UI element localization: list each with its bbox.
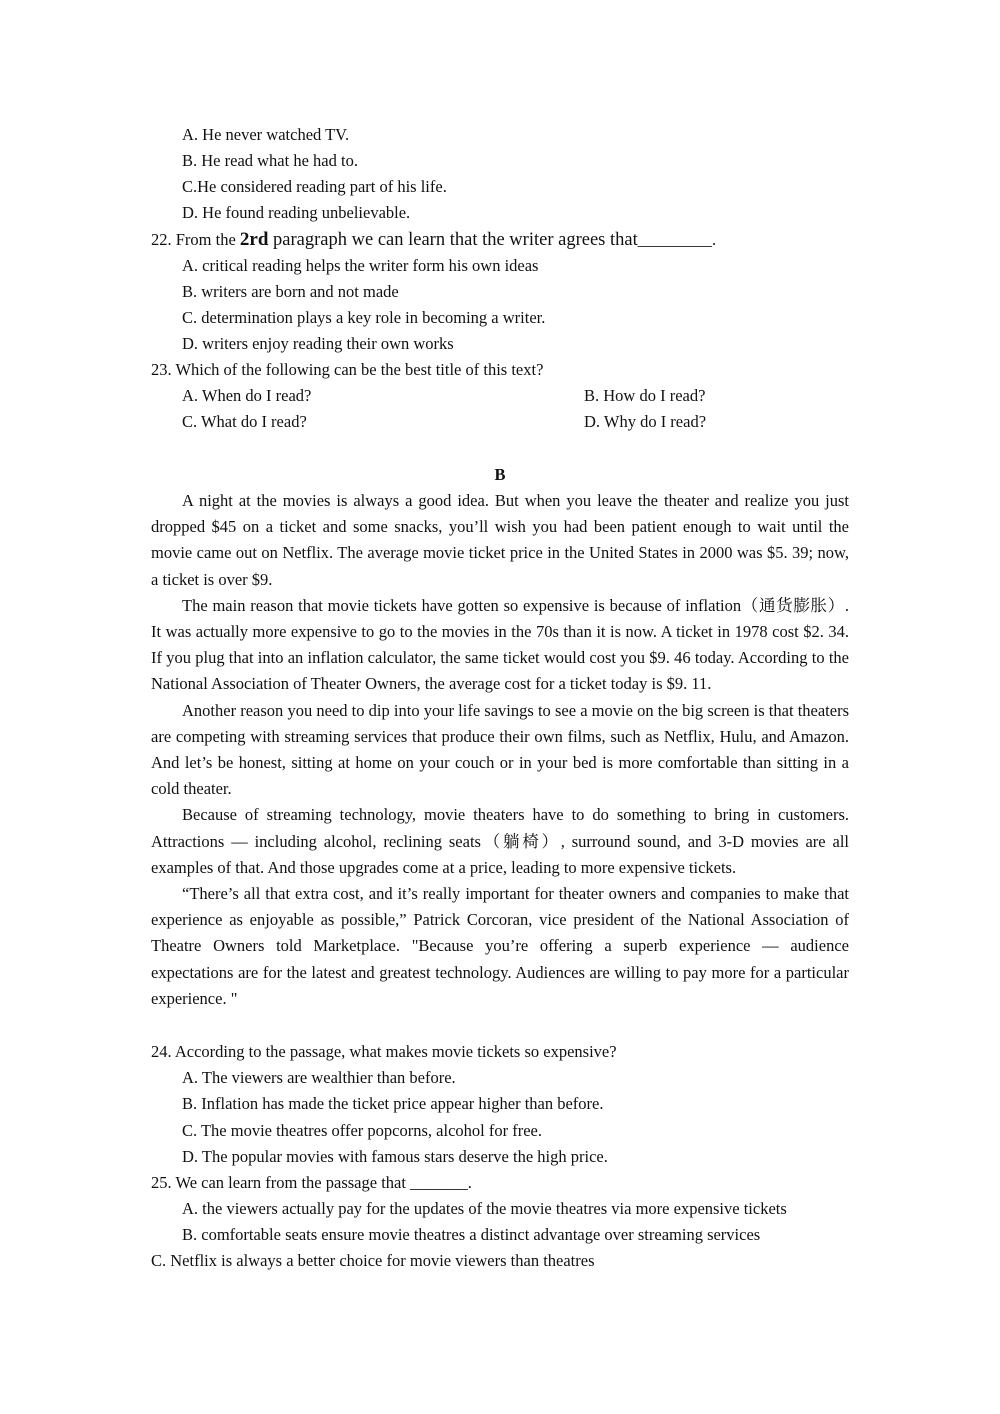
q22-bold-ordinal: 2rd [239, 229, 269, 250]
q23-stem: 23. Which of the following can be the best title of this text? [151, 360, 544, 379]
q22-option-a: A. critical reading helps the writer form his own ideas [182, 256, 539, 275]
q23-option-a: A. When do I read? [182, 386, 312, 405]
q25-option-b: B. comfortable seats ensure movie theatres a distinct advantage over streaming services [182, 1225, 761, 1244]
q21-option-b: B. He read what he had to. [182, 151, 358, 170]
passage-paragraph-4: Because of streaming technology, movie theaters have to do something to bring in customers. Attractions — including alcohol, reclining seats（躺椅）, surround sound, and 3-D movies are all examples of that. And those upgrades come at a price, leading to more expensive tickets. [151, 805, 849, 877]
q25-option-a: A. the viewers actually pay for the updates of the movie theatres via more expensive tickets [182, 1199, 787, 1218]
q22-rest: paragraph we can learn that the writer agrees that [268, 230, 638, 250]
q21-option-d: D. He found reading unbelievable. [182, 203, 411, 222]
q22-stem [151, 230, 716, 250]
q22-option-c: C. determination plays a key role in becoming a writer. [182, 308, 546, 327]
section-b-heading: B [494, 465, 506, 484]
passage-paragraph-2: The main reason that movie tickets have gotten so expensive is because of inflation（通货膨胀）. It was actually more expensive to go to the movies in the 70s than it is now. A ticket in 1978 cost $2. 34. If you plug that into an inflation calculator, the same ticket would cost you $9. 46 today. According to the National Association of Theater Owners, the average cost for a ticket today is $9. 11. [151, 595, 849, 694]
q21-option-a: A. He never watched TV. [182, 125, 350, 144]
q25-option-c: C. Netflix is always a better choice for movie viewers than theatres [151, 1251, 595, 1270]
q21-option-c: C.He considered reading part of his life. [182, 177, 447, 196]
q23-option-d: D. Why do I read? [584, 412, 707, 431]
q24-option-a: A. The viewers are wealthier than before. [182, 1068, 456, 1087]
q24-option-b: B. Inflation has made the ticket price appear higher than before. [182, 1094, 604, 1113]
q23-option-b: B. How do I read? [584, 386, 706, 405]
q24-option-c: C. The movie theatres offer popcorns, alcohol for free. [182, 1121, 542, 1140]
q24-stem: 24. According to the passage, what makes movie tickets so expensive? [151, 1042, 617, 1061]
q23-option-c: C. What do I read? [182, 412, 307, 431]
q24-option-d: D. The popular movies with famous stars deserve the high price. [182, 1147, 608, 1166]
passage-paragraph-1: A night at the movies is always a good idea. But when you leave the theater and realize you just dropped $45 on a ticket and some snacks, you’ll wish you had been patient enough to wait until the movie came out on Netflix. The average movie ticket price in the United States in 2000 was $5. 39; now, a ticket is over $9. [151, 491, 849, 589]
q25-stem: 25. We can learn from the passage that _______. [151, 1173, 472, 1192]
section-b-passage [151, 488, 849, 1012]
q22-blank: _________. [637, 230, 717, 249]
passage-paragraph-3: Another reason you need to dip into your life savings to see a movie on the big screen is that theaters are competing with streaming services that produce their own films, such as Netflix, Hulu, and Amazon. And let’s be honest, sitting at home on your couch or in your bed is more comfortable than sitting in a cold theater. [151, 700, 849, 799]
q22-prefix: 22. From the [151, 230, 240, 249]
passage-paragraph-5: “There’s all that extra cost, and it’s really important for theater owners and companies to make that experience as enjoyable as possible,” Patrick Corcoran, vice president of the National Association of Theatre Owners told Marketplace. "Because you’re offering a superb experience — audience expectations are for the latest and greatest technology. Audiences are willing to pay more for a particular experience. " [151, 884, 849, 1008]
q22-option-d: D. writers enjoy reading their own works [182, 334, 454, 353]
q22-option-b: B. writers are born and not made [182, 282, 399, 301]
